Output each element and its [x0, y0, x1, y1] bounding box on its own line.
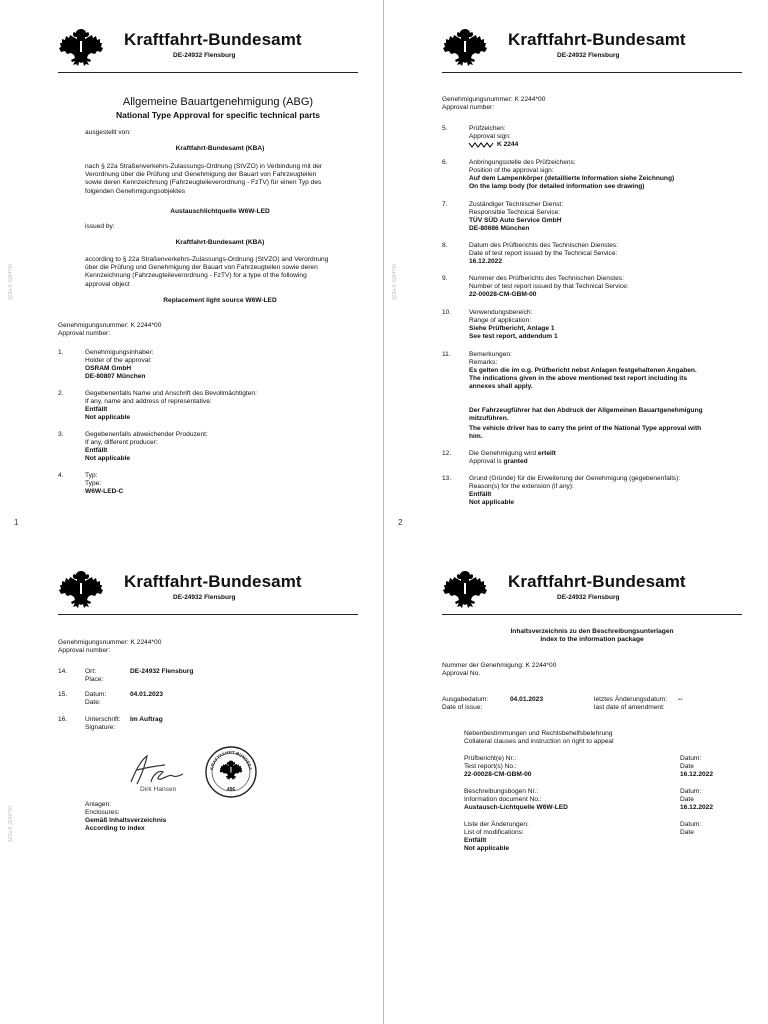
federal-eagle-icon: [58, 24, 104, 70]
index-title-en: Index to the information package: [540, 636, 644, 643]
authority-en: Kraftfahrt-Bundesamt (KBA): [175, 239, 265, 246]
signer-name: Dirk Hansen: [140, 786, 177, 793]
page-number: 1: [14, 518, 19, 527]
document-page-1: Kraftfahrt-Bundesamt DE-24932 Flensburg Allgemeine Bauartgenehmigung (ABG) National Type Approval for specific technical parts ausgestellt von: Kraftfahrt-Bundesamt (KBA) nach § 22a Straßenverkehrs-Zulassungs-Ordnung (StVZO) in Verbindung mit der Verordnung über die Prüfung und Genehmigung der Bauart von Fahrzeugteilen sowie deren Kennzeichnung (Fahrzeugteileverordnung - FzTV) für einen Typ des folgenden Genehmigungsobjektes Austauschlichtquelle W6W-LED issued by: Kraftfahrt-Bundesamt (KBA) according to § 22a Straßenverkehrs-Zulassungs-Ordnung (StVZO) and Verordnung über die Prüfung und Genehmigung der Bauart von Fahrzeugteilen sowie deren Kennzeichnung (Fahrzeugteileverordnung - FzTV) for a type of the following approval object Replacement light source W6W-LED Genehmigungsnummer: K 2244*00 Approval number: 1. Genehmigungsinhaber: Holder of the approval: OSRAM GmbH DE-80807 München 2. Gegebenenfalls Name und Anschrift des Bevollmächtigten: If any, name and address of representative: Entfällt Not applicable 3. Gegebenenfalls abweichender Produzent: If any, different producer: Entfällt Not applicable 4. Typ: Type: W6W-LED-C §22a K 2244*00 1: [0, 0, 384, 512]
approval-number-de: Genehmigungsnummer: K 2244*00: [58, 639, 162, 646]
header-rule: [442, 72, 742, 73]
federal-eagle-icon: [442, 24, 488, 70]
header-address: DE-24932 Flensburg: [557, 594, 620, 601]
page-header: [58, 562, 358, 616]
approval-number-en: Approval number:: [58, 330, 111, 337]
page-number: 2: [398, 518, 403, 527]
federal-eagle-icon: [58, 566, 104, 612]
header-address: DE-24932 Flensburg: [173, 52, 236, 59]
header-rule: [442, 614, 742, 615]
legal-paragraph-en: according to § 22a Straßenverkehrs-Zulassungs-Ordnung (StVZO) and Verordnung über die Prüfung und Genehmigung der Bauart von Fahrzeugteilen sowie deren Kennzeichnung (Fahrzeugteileverordnung - FzTV) for a type of the following approval object: [85, 256, 329, 288]
page-header: [442, 562, 742, 616]
federal-eagle-icon: [442, 566, 488, 612]
clauses-de: Nebenbestimmungen und Rechtsbehelfsbelehrung: [464, 730, 613, 737]
document-page-2: Kraftfahrt-Bundesamt DE-24932 Flensburg Genehmigungsnummer: K 2244*00 Approval number: 5. Prüfzeichen: Approval sign: K 2244 6. Anbringungsstelle des Prüfzeichens: Position of the approval sign: Auf dem Lampenkörper (detaillierte Information siehe Zeichnung) On the lamp body (for detailed information see drawing) 7. Zuständiger Technischer Dienst: Responsible Technical Service: TÜV SÜD Auto Service GmbH DE-80686 München 8. Datum des Prüfberichts des Technischen Dienstes: Date of test report issued by the Technical Service: 16.12.2022 9. Nummer des Prüfberichts des Technischen Dienstes: Number of test report issued by that Technical Service: 22-00028-CM-GBM-00 10. Verwendungsbereich: Range of application: Siehe Prüfbericht, Anlage 1 See test report, addendum 1 11. Bemerkungen: Remarks: Es gelten die im o.g. Prüfbericht nebst Anlagen festgehaltenen Angaben. The indications given in the above mentioned test report including its annexes shall apply. Der Fahrzeugführer hat den Abdruck der Allgemeinen Bauartgenehmigung mitzuführen. The vehicle driver has to carry the print of the National Type approval with him. 12. Die Genehmigung wird erteilt Approval is granted 13. Grund (Gründe) für die Erweiterung der Genehmigung (gegebenenfalls): Reason(s) for the extension (if any): Entfällt Not applicable §22a K 2244*00 2: [384, 0, 768, 512]
approval-object-de: Austauschlichtquelle W6W-LED: [170, 208, 270, 215]
header-rule: [58, 72, 358, 73]
header-title: Kraftfahrt-Bundesamt: [124, 30, 302, 49]
doc-title-en: National Type Approval for specific technical parts: [115, 110, 321, 120]
approval-object-en: Replacement light source W6W-LED: [163, 297, 277, 304]
side-mark: §22a K 2244*00: [8, 806, 14, 842]
approval-number-en: Approval number:: [442, 104, 495, 111]
page-header: [58, 20, 358, 74]
document-page-3: Kraftfahrt-Bundesamt DE-24932 Flensburg Genehmigungsnummer: K 2244*00 Approval number: 14. Ort: Place: DE-24932 Flensburg 15. Datum: Date: 04.01.2023 16. Unterschrift: Signature: Im Auftrag Dirk Hansen KRAFTFAHRT-BUNDESA 496 Anlagen: Enclosures: Gemäß Inhaltsverzeichnis According to index §22a K 2244*00: [0, 512, 384, 1024]
issued-by-en: issued by:: [85, 223, 115, 230]
page-header: [442, 20, 742, 74]
issue-date-label-de: Ausgabedatum:: [442, 696, 489, 703]
document-page-4: Kraftfahrt-Bundesamt DE-24932 Flensburg Inhaltsverzeichnis zu den Beschreibungsunterlagen Index to the information package Nummer der Genehmigung: K 2244*00 Approval No. Ausgabedatum: Date of issue: 04.01.2023 letztes Änderungsdatum: last date of amendment: -- Nebenbestimmungen und Rechtsbehelfsbelehrung Collateral clauses and instruction on right to appeal Prüfbericht(e) Nr.: Test report(s) No.: 22-00028-CM-GBM-00 Datum: Date 16.12.2022 Beschreibungsbogen Nr.: Information document No.: Austausch-Lichtquelle W6W-LED Datum: Date 16.12.2022 Liste der Änderungen: List of modifications: Entfällt Not applicable Datum: Date: [384, 512, 768, 1024]
header-address: DE-24932 Flensburg: [173, 594, 236, 601]
authority-de: Kraftfahrt-Bundesamt (KBA): [175, 145, 265, 152]
header-rule: [58, 614, 358, 615]
amend-date-label-de: letztes Änderungsdatum:: [594, 696, 667, 703]
official-seal: [205, 746, 257, 798]
header-title: Kraftfahrt-Bundesamt: [508, 30, 686, 49]
amend-date-label-en: last date of amendment:: [594, 704, 665, 711]
handwritten-signature: [125, 752, 185, 788]
clauses-en: Collateral clauses and instruction on right to appeal: [464, 738, 614, 745]
side-mark: §22a K 2244*00: [392, 264, 398, 300]
header-title: Kraftfahrt-Bundesamt: [508, 572, 686, 591]
approval-no-de: Nummer der Genehmigung: K 2244*00: [442, 662, 557, 669]
approval-sign-wave-icon: [469, 141, 495, 149]
issue-date-label-en: Date of issue:: [442, 704, 483, 711]
header-address: DE-24932 Flensburg: [557, 52, 620, 59]
amend-date-value: --: [678, 696, 683, 703]
issue-date-value: 04.01.2023: [510, 696, 544, 703]
approval-number-de: Genehmigungsnummer: K 2244*00: [58, 322, 162, 329]
legal-paragraph-de: nach § 22a Straßenverkehrs-Zulassungs-Ordnung (StVZO) in Verbindung mit der Verordnung über die Prüfung und Genehmigung der Bauart von Fahrzeugteilen sowie deren Kennzeichnung (Fahrzeugteileverordnung - FzTV) für einen Typ des folgenden Genehmigungsobjektes: [85, 163, 323, 195]
header-title: Kraftfahrt-Bundesamt: [124, 572, 302, 591]
issued-by-de: ausgestellt von:: [85, 129, 131, 136]
side-mark: §22a K 2244*00: [8, 264, 14, 300]
doc-title-de: Allgemeine Bauartgenehmigung (ABG): [122, 96, 314, 108]
index-title-de: Inhaltsverzeichnis zu den Beschreibungsunterlagen: [510, 628, 674, 635]
svg-text:496: 496: [226, 787, 236, 793]
approval-number-de: Genehmigungsnummer: K 2244*00: [442, 96, 546, 103]
svg-text:KRAFTFAHRT-BUNDESAMT: KRAFTFAHRT-BUNDESA: [209, 749, 253, 771]
approval-number-en: Approval number:: [58, 647, 111, 654]
approval-no-en: Approval No.: [442, 670, 481, 677]
